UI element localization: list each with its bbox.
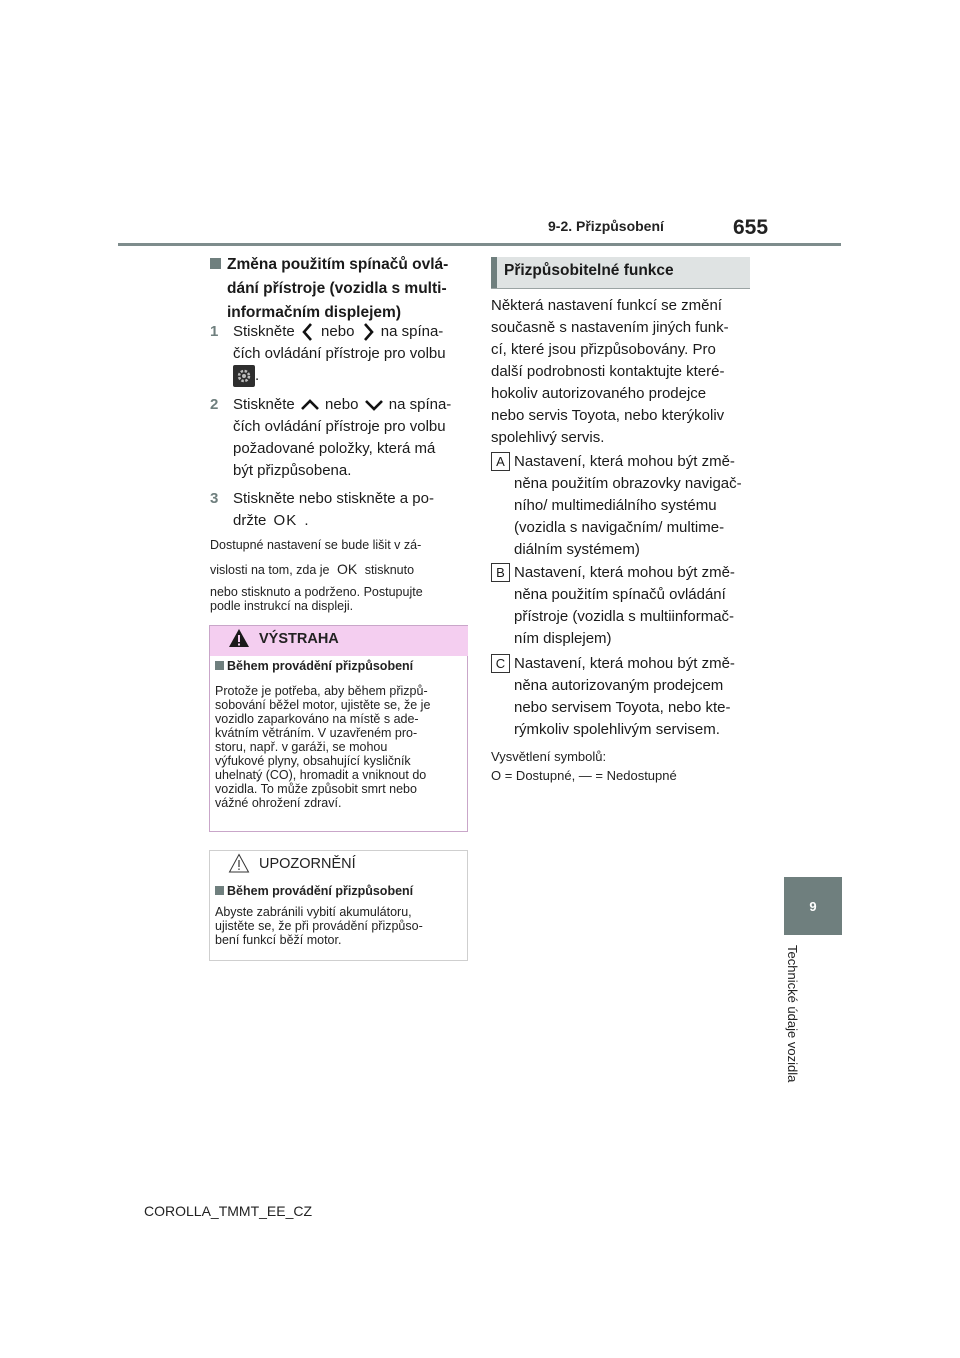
option-c: C Nastavení, která mohou být změ- něna autorizovaným prodejcem nebo servisem Toyota, nebo kte- rýmkoliv spolehlivým servisem. xyxy=(491,653,753,741)
step-number: 1 xyxy=(210,323,219,340)
up-chevron-icon xyxy=(299,397,321,413)
features-header-bar xyxy=(491,257,497,288)
step-number: 3 xyxy=(210,490,219,507)
caution-subtitle: Během provádění přizpůsobení xyxy=(215,884,413,898)
header-rule xyxy=(118,243,841,246)
legend-text: O = Dostupné, — = Nedostupné xyxy=(491,768,677,783)
warning-triangle-icon xyxy=(228,628,250,648)
section-title: Změna použitím spínačů ovlá- dání přístroje (vozidla s multi- informačním displejem) xyxy=(210,253,470,325)
square-bullet-icon xyxy=(210,258,221,269)
caution-title: UPOZORNĚNÍ xyxy=(259,856,356,872)
option-a: A Nastavení, která mohou být změ- něna použitím obrazovky navigač- ního/ multimediálního systému (vozidla s navigačním/ multime- diálním systémem) xyxy=(491,451,753,561)
chapter-number: 9 xyxy=(809,898,817,914)
left-chevron-icon xyxy=(299,322,317,342)
chapter-label xyxy=(784,945,806,1115)
settings-gear-icon xyxy=(233,365,255,387)
caution-triangle-icon xyxy=(228,853,250,873)
note-line-3: nebo stisknuto a podrženo. Postupujte xyxy=(210,585,423,599)
badge-c: C xyxy=(491,654,510,673)
page-number: 655 xyxy=(733,216,769,239)
down-chevron-icon xyxy=(363,397,385,413)
ok-button-icon: OK xyxy=(273,512,298,530)
note-line-4: podle instrukcí na displeji. xyxy=(210,599,354,613)
note-line-2: vislosti na tom, zda je OK stisknuto xyxy=(210,561,415,577)
legend-title: Vysvětlení symbolů: xyxy=(491,749,607,764)
caution-text: Abyste zabránili vybití akumulátoru, ujistěte se, že při provádění přizpůso- bení funkcí běží motor. xyxy=(215,905,423,947)
intro-paragraph: Některá nastavení funkcí se změní současně s nastavením jiných funk- cí, které jsou přizpůsobovány. Pro další podrobnosti kontaktujte které- hokoliv autorizovaného prodejce nebo servis Toyota, nebo kterýkoliv spolehlivý servis. xyxy=(491,297,729,446)
step-2: 2 Stiskněte nebo na spína- čích ovládání přístroje pro volbu požadované položky, která má být přizpůsobena. xyxy=(210,396,452,479)
ok-button-icon: OK xyxy=(336,561,358,577)
document-code: COROLLA_TMMT_EE_CZ xyxy=(144,1203,313,1219)
features-rule xyxy=(491,288,750,289)
square-bullet-icon xyxy=(215,661,224,670)
note-line-1: Dostupné nastavení se bude lišit v zá- xyxy=(210,538,422,552)
option-b: B Nastavení, která mohou být změ- něna použitím spínačů ovládání přístroje (vozidla s multiinformač- ním displejem) xyxy=(491,562,753,650)
warning-title: VÝSTRAHA xyxy=(259,631,339,647)
section-heading: 9-2. Přizpůsobení xyxy=(548,218,664,234)
right-chevron-icon xyxy=(359,322,377,342)
step-number: 2 xyxy=(210,396,219,413)
chapter-tab xyxy=(784,877,842,935)
square-bullet-icon xyxy=(215,886,224,895)
badge-a: A xyxy=(491,452,510,471)
step-3: 3 Stiskněte nebo stiskněte a po- držte OK . xyxy=(210,488,472,532)
badge-b: B xyxy=(491,563,510,582)
warning-subtitle: Během provádění přizpůsobení xyxy=(215,659,413,673)
chapter-title: Technické údaje vozidla xyxy=(785,945,800,1083)
step-1: 1 Stiskněte nebo na spína- čích ovládání přístroje pro volbu . xyxy=(210,321,472,387)
warning-text: Protože je potřeba, aby během přizpů- sobování běžel motor, ujistěte se, že je vozidlo zaparkováno na místě s ade- kvátním větráním. V uzavřeném pro- storu, např. v garáži, se mohou výfukové plyny, obsahující kysličník uhelnatý (CO), hromadit a vniknout do vozidla. To může způsobit smrt nebo vážné ohrožení zdraví. xyxy=(215,684,431,810)
features-title: Přizpůsobitelné funkce xyxy=(504,262,674,279)
